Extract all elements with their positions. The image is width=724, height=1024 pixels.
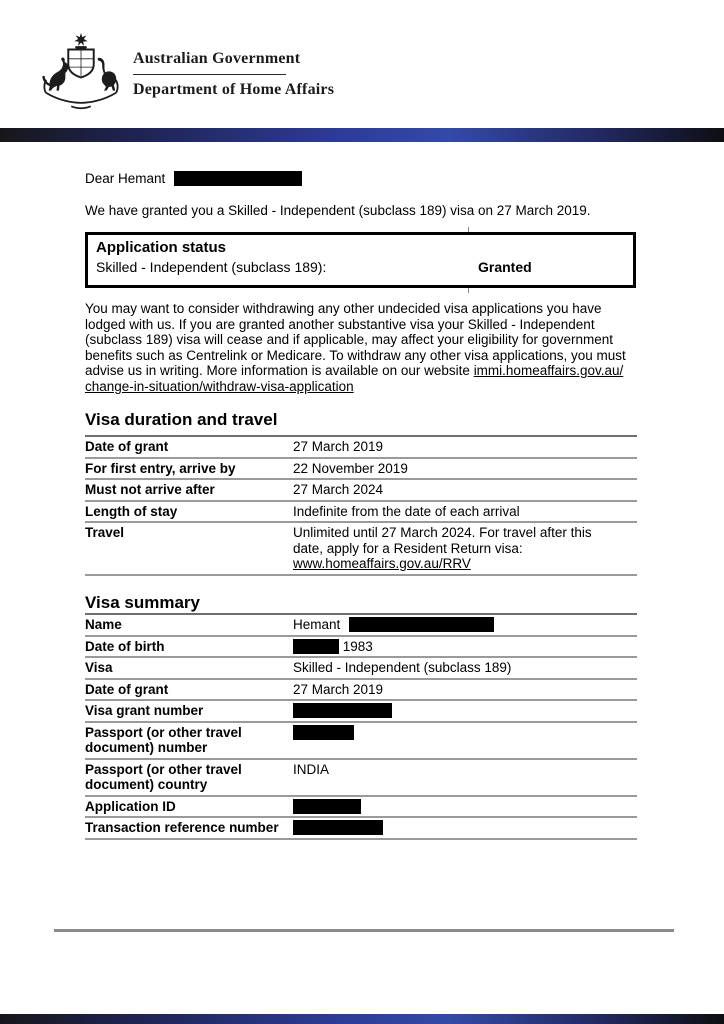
redacted-surname [349,617,494,632]
row-label: Visa [85,660,113,675]
row-label: Transaction reference number [85,820,279,835]
row-label: Visa grant number [85,703,204,718]
row-value: INDIA [293,761,330,777]
row-value [293,703,637,719]
table-row [85,818,637,840]
row-label: Date of grant [85,681,169,697]
withdraw-paragraph [85,301,640,395]
redacted-name [174,171,302,186]
name-value-prefix: Hemant [293,617,341,632]
table-row [85,797,637,819]
row-value [293,725,637,756]
table-column-tick-top [468,227,469,232]
row-label: For first entry, arrive by [85,460,236,476]
summary-table [85,613,637,840]
footer-rule [54,929,674,932]
header-gradient-bar [0,128,724,142]
table-row [85,723,637,760]
status-visa-label: Skilled - Independent (subclass 189): [96,259,327,275]
redacted-passport-number [293,725,354,740]
row-value: Indefinite from the date of each arrival [293,503,520,519]
row-value [293,820,637,836]
row-value: 27 March 2019 [293,439,384,454]
withdraw-info-link-part1: immi.homeaffairs.gov.au/ [473,363,624,379]
footer-gradient-bar [0,1014,724,1024]
row-value [293,639,637,655]
row-value: 27 March 2024 [293,482,384,497]
travel-value-text: Unlimited until 27 March 2024. For travel after this date, apply for a Resident Return visa: [293,525,592,556]
redacted-birthdate [293,639,339,654]
table-row [85,523,637,576]
agency-name-line2: Department of Home Affairs [133,81,335,98]
row-value: 22 November 2019 [293,460,408,476]
row-value [293,525,593,572]
row-value [293,799,637,815]
duration-table [85,435,637,576]
redacted-transaction-reference [293,820,383,835]
table-column-tick-bottom [468,288,469,293]
table-row [85,701,637,723]
status-box-title: Application status [96,239,227,256]
status-value: Granted [478,259,532,275]
row-label: Must not arrive after [85,482,215,497]
row-label: Travel [85,525,125,540]
table-row [85,680,637,702]
row-label: Passport (or other travel document) country [85,761,242,792]
greeting-line [85,171,302,187]
status-row [88,256,633,275]
withdraw-info-link-part2: change-in-situation/withdraw-visa-application [85,378,354,394]
greeting-text: Dear Hemant [85,171,166,186]
row-label: Length of stay [85,503,178,519]
row-label: Date of grant [85,439,169,454]
table-row [85,502,637,524]
row-label: Passport (or other travel document) number [85,724,242,755]
table-row [85,637,637,659]
row-value [293,617,637,633]
redacted-application-id [293,799,361,814]
redacted-visa-grant-number [293,703,392,718]
government-wordmark [133,50,334,99]
australian-coat-of-arms-icon [34,31,128,115]
withdraw-paragraph-text: You may want to consider withdrawing any other undecided visa applications you have lodged with us. If you are granted another substantive visa your Skilled - Independent (subclass 189) visa will cease and if applicable, may affect your eligibility for government benefits such as Centrelink or Medicare. To withdraw any other visa applications, you must advise us in writing. More information is available on our website [85,301,626,379]
application-status-box [85,232,636,288]
table-row [85,760,637,797]
table-row [85,615,637,637]
rrv-link[interactable]: www.homeaffairs.gov.au/RRV [293,556,471,571]
duration-section-heading: Visa duration and travel [85,410,278,429]
agency-name-line1: Australian Government [133,50,301,67]
wordmark-divider [133,74,286,75]
birth-year: 1983 [342,638,373,654]
row-label: Name [85,617,122,632]
row-value: 27 March 2019 [293,681,384,697]
row-value: Skilled - Independent (subclass 189) [293,660,512,675]
table-row [85,658,637,680]
grant-statement: We have granted you a Skilled - Independent (subclass 189) visa on 27 March 2019. [85,203,591,218]
table-row [85,437,637,459]
row-label: Application ID [85,798,176,814]
table-row [85,480,637,502]
row-label: Date of birth [85,638,165,654]
table-row [85,459,637,481]
summary-section-heading: Visa summary [85,593,200,612]
